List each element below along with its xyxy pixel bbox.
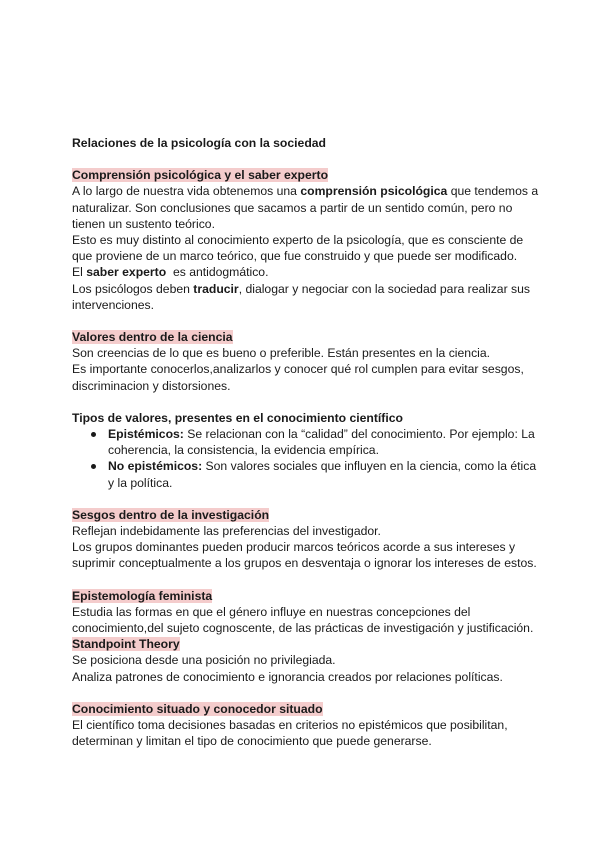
paragraph-sesgos-2: Los grupos dominantes pueden producir marcos teóricos acorde a sus intereses y suprimir conceptualmente a los grupos en desventaja o ignorar los intereses de estos.: [72, 540, 537, 571]
spacer: [72, 491, 542, 507]
section-heading-valores: [72, 329, 542, 345]
section-heading-epistemologia: [72, 588, 542, 604]
bold-term: No epistémicos:: [108, 459, 203, 474]
heading-highlight: Sesgos dentro de la investigación: [72, 507, 270, 522]
section-heading-situado: [72, 701, 542, 717]
text-run: A lo largo de nuestra vida obtenemos una: [72, 184, 301, 199]
text-run: Son valores sociales que influyen en la ciencia, como la ética y la política.: [108, 459, 537, 490]
section-heading-comprension: [72, 167, 542, 183]
document-title: Relaciones de la psicología con la sociedad: [72, 136, 326, 150]
section-heading-sesgos: [72, 507, 542, 523]
document-body: [72, 135, 542, 750]
spacer: [72, 394, 542, 410]
paragraph-comprension-2: Esto es muy distinto al conocimiento experto de la psicología, que es consciente de que proviene de un marco teórico, que fue construido y que puede ser modificado.: [72, 233, 524, 264]
values-list: [72, 426, 542, 491]
text-run: Se relacionan con la “calidad” del conocimiento. Por ejemplo: La coherencia, la consistencia, la evidencia empírica.: [108, 427, 535, 458]
bold-term: saber experto: [86, 265, 167, 280]
paragraph-comprension-4: [72, 281, 542, 313]
paragraph-valores-2: Es importante conocerlos,analizarlos y conocer qué rol cumplen para evitar sesgos, discriminacion y distorsiones.: [72, 362, 524, 393]
paragraph-standpoint-1: Se posiciona desde una posición no privilegiada.: [72, 653, 336, 668]
section-heading-tipos: Tipos de valores, presentes en el conocimiento científico: [72, 410, 403, 425]
heading-highlight: Epistemología feminista: [72, 588, 213, 603]
heading-highlight: Comprensión psicológica y el saber experto: [72, 168, 329, 183]
heading-highlight: Valores dentro de la ciencia: [72, 330, 233, 345]
text-run: El: [72, 265, 87, 280]
bold-term: traducir: [193, 281, 239, 296]
spacer: [72, 572, 542, 588]
text-run: que tendemos a naturalizar. Son conclusiones que sacamos a partir de un sentido común, pero no tienen un sustento teórico.: [72, 184, 539, 231]
bullet-icon: [91, 464, 96, 469]
list-item: [91, 458, 542, 490]
spacer: [72, 313, 542, 329]
text-run: , dialogar y negociar con la sociedad para realizar sus intervenciones.: [72, 281, 530, 312]
bold-term: comprensión psicológica: [300, 184, 448, 199]
paragraph-comprension-3: [72, 264, 542, 280]
heading-highlight: Conocimiento situado y conocedor situado: [72, 701, 323, 716]
paragraph-standpoint-2: Analiza patrones de conocimiento e ignorancia creados por relaciones políticas.: [72, 669, 503, 684]
paragraph-valores-1: Son creencias de lo que es bueno o preferible. Están presentes en la ciencia.: [72, 346, 491, 361]
section-heading-standpoint: [72, 636, 542, 652]
text-run: Los psicólogos deben: [72, 281, 194, 296]
heading-highlight: Standpoint Theory: [72, 637, 180, 652]
bold-term: Epistémicos:: [108, 427, 184, 442]
list-item: [91, 426, 542, 458]
spacer: [72, 685, 542, 701]
paragraph-comprension-1: [72, 183, 542, 232]
paragraph-sesgos-1: Reflejan indebidamente las preferencias del investigador.: [72, 524, 381, 539]
paragraph-epistemologia-1: Estudia las formas en que el género influye en nuestras concepciones del conocimiento,del sujeto cognoscente, de las prácticas de investigación y justificación.: [72, 604, 534, 636]
text-run: es antidogmático.: [166, 265, 269, 280]
paragraph-situado-1: El científico toma decisiones basadas en criterios no epistémicos que posibilitan, determinan y limitan el tipo de conocimiento que puede generarse.: [72, 718, 508, 749]
bullet-icon: [91, 432, 96, 437]
